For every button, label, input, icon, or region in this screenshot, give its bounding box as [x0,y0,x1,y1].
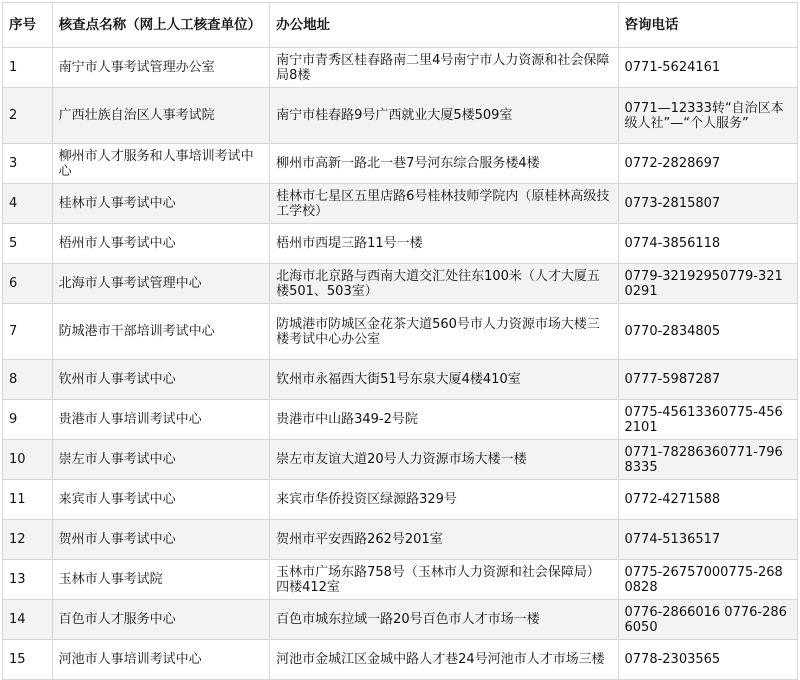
header-name: 核查点名称（网上人工核查单位） [52,3,269,48]
table-row [3,400,798,440]
row-phone: 0779-32192950779-3210291 [618,264,798,304]
table-row [3,480,798,520]
row-serial: 1 [3,48,53,88]
row-phone: 0775-26757000775-2680828 [618,560,798,600]
row-name: 柳州市人才服务和人事培训考试中心 [52,144,269,184]
row-serial: 5 [3,224,53,264]
row-address: 河池市金城江区金城中路人才巷24号河池市人才市场三楼 [270,640,618,680]
row-phone: 0775-45613360775-4562101 [618,400,798,440]
row-phone: 0771—12333转“自治区本级人社”—“个人服务” [618,88,798,144]
row-serial: 14 [3,600,53,640]
row-phone: 0777-5987287 [618,360,798,400]
table-row [3,520,798,560]
row-name: 钦州市人事考试中心 [52,360,269,400]
table-row [3,304,798,360]
header-serial: 序号 [3,3,53,48]
row-address: 贵港市中山路349-2号院 [270,400,618,440]
table-row [3,88,798,144]
row-address: 玉林市广场东路758号（玉林市人力资源和社会保障局）四楼412室 [270,560,618,600]
row-phone: 0771-78286360771-7968335 [618,440,798,480]
row-address: 钦州市永福西大街51号东泉大厦4楼410室 [270,360,618,400]
row-name: 贺州市人事考试中心 [52,520,269,560]
table-header-row [3,3,798,48]
row-serial: 3 [3,144,53,184]
row-serial: 12 [3,520,53,560]
row-phone: 0772-4271588 [618,480,798,520]
row-address: 南宁市桂春路9号广西就业大厦5楼509室 [270,88,618,144]
row-serial: 2 [3,88,53,144]
row-serial: 4 [3,184,53,224]
table-row [3,144,798,184]
table-row [3,224,798,264]
table-row [3,560,798,600]
row-phone: 0770-2834805 [618,304,798,360]
row-name: 防城港市干部培训考试中心 [52,304,269,360]
row-serial: 6 [3,264,53,304]
inspection-points-table [2,2,798,680]
row-phone: 0774-5136517 [618,520,798,560]
row-serial: 15 [3,640,53,680]
header-address: 办公地址 [270,3,618,48]
row-address: 崇左市友谊大道20号人力资源市场大楼一楼 [270,440,618,480]
table-row [3,48,798,88]
row-phone: 0773-2815807 [618,184,798,224]
row-address: 桂林市七星区五里店路6号桂林技师学院内（原桂林高级技工学校） [270,184,618,224]
row-address: 梧州市西堤三路11号一楼 [270,224,618,264]
row-serial: 10 [3,440,53,480]
row-serial: 8 [3,360,53,400]
table-body [3,48,798,680]
row-name: 崇左市人事考试中心 [52,440,269,480]
row-serial: 7 [3,304,53,360]
table-row [3,600,798,640]
row-name: 贵港市人事培训考试中心 [52,400,269,440]
row-name: 玉林市人事考试院 [52,560,269,600]
table-row [3,440,798,480]
row-name: 河池市人事培训考试中心 [52,640,269,680]
row-address: 南宁市青秀区桂春路南二里4号南宁市人力资源和社会保障局8楼 [270,48,618,88]
table-row [3,184,798,224]
row-name: 桂林市人事考试中心 [52,184,269,224]
row-name: 南宁市人事考试管理办公室 [52,48,269,88]
row-phone: 0774-3856118 [618,224,798,264]
row-phone: 0776-2866016 0776-2866050 [618,600,798,640]
row-address: 贺州市平安西路262号201室 [270,520,618,560]
row-phone: 0771-5624161 [618,48,798,88]
row-address: 百色市城东拉域一路20号百色市人才市场一楼 [270,600,618,640]
table-row [3,360,798,400]
row-address: 来宾市华侨投资区绿源路329号 [270,480,618,520]
row-name: 北海市人事考试管理中心 [52,264,269,304]
row-serial: 9 [3,400,53,440]
row-name: 百色市人才服务中心 [52,600,269,640]
header-phone: 咨询电话 [618,3,798,48]
table-row [3,264,798,304]
row-phone: 0778-2303565 [618,640,798,680]
row-address: 北海市北京路与西南大道交汇处往东100米（人才大厦五楼501、503室） [270,264,618,304]
row-phone: 0772-2828697 [618,144,798,184]
row-serial: 11 [3,480,53,520]
row-address: 柳州市高新一路北一巷7号河东综合服务楼4楼 [270,144,618,184]
row-name: 广西壮族自治区人事考试院 [52,88,269,144]
row-name: 梧州市人事考试中心 [52,224,269,264]
row-serial: 13 [3,560,53,600]
row-name: 来宾市人事考试中心 [52,480,269,520]
row-address: 防城港市防城区金花茶大道560号市人力资源市场大楼三楼考试中心办公室 [270,304,618,360]
